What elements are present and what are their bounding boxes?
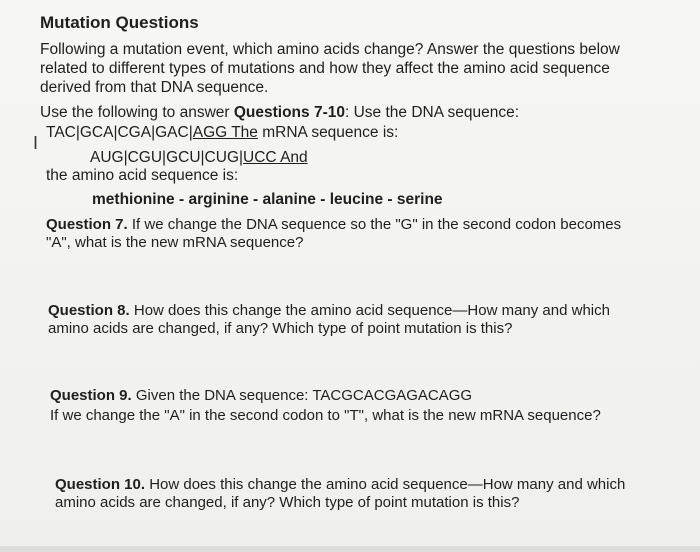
question-7-label: Question 7. xyxy=(46,216,128,233)
use-suffix: : Use the DNA sequence: xyxy=(344,104,520,121)
bottom-edge xyxy=(0,546,700,552)
use-instruction xyxy=(40,104,519,122)
question-7-line-1 xyxy=(46,216,621,234)
intro-line-3: derived from that DNA sequence. xyxy=(40,79,269,96)
amino-acid-intro: the amino acid sequence is: xyxy=(46,167,239,184)
intro-line-2: related to different types of mutations and how they affect the amino acid sequence xyxy=(40,60,610,77)
question-8-line-2: amino acids are changed, if any? Which type of point mutation is this? xyxy=(48,320,513,337)
use-prefix: Use the following to answer xyxy=(40,104,234,121)
question-10-line-2: amino acids are changed, if any? Which type of point mutation is this? xyxy=(55,494,520,511)
mrna-underlined: UCC And xyxy=(243,149,308,166)
mrna-sequence: AUG|CGU|GCU|CUG| xyxy=(90,149,244,166)
dna-underlined: AGG The xyxy=(192,124,258,141)
question-9-line-2: If we change the "A" in the second codon to "T", what is the new mRNA sequence? xyxy=(50,407,601,424)
question-9-text-1: Given the DNA sequence: TACGCACGAGACAGG xyxy=(131,387,473,404)
question-10-text-1: How does this change the amino acid sequence—How many and which xyxy=(145,476,626,493)
question-7-text-1: If we change the DNA sequence so the "G" in the second codon becomes xyxy=(127,216,622,233)
text-cursor-icon: I xyxy=(33,133,39,153)
question-10-line-1 xyxy=(55,476,625,494)
page-title: Mutation Questions xyxy=(40,13,199,32)
question-7-line-2: "A", what is the new mRNA sequence? xyxy=(46,234,304,251)
intro-line-1: Following a mutation event, which amino acids change? Answer the questions below xyxy=(40,41,620,58)
question-10-label: Question 10. xyxy=(55,476,146,493)
dna-sequence-line xyxy=(46,124,398,142)
dna-rest: mRNA sequence is: xyxy=(257,124,399,141)
use-bold-questions: Questions 7-10 xyxy=(233,104,345,121)
question-8-text-1: How does this change the amino acid sequence—How many and which xyxy=(129,302,610,319)
mrna-sequence-line xyxy=(90,149,308,167)
question-8-line-1 xyxy=(48,302,610,320)
amino-acid-sequence: methionine - arginine - alanine - leucine - serine xyxy=(92,191,443,208)
dna-sequence: TAC|GCA|CGA|GAC| xyxy=(46,124,193,141)
question-9-line-1 xyxy=(50,387,472,405)
question-8-label: Question 8. xyxy=(48,302,130,319)
question-9-label: Question 9. xyxy=(50,387,132,404)
